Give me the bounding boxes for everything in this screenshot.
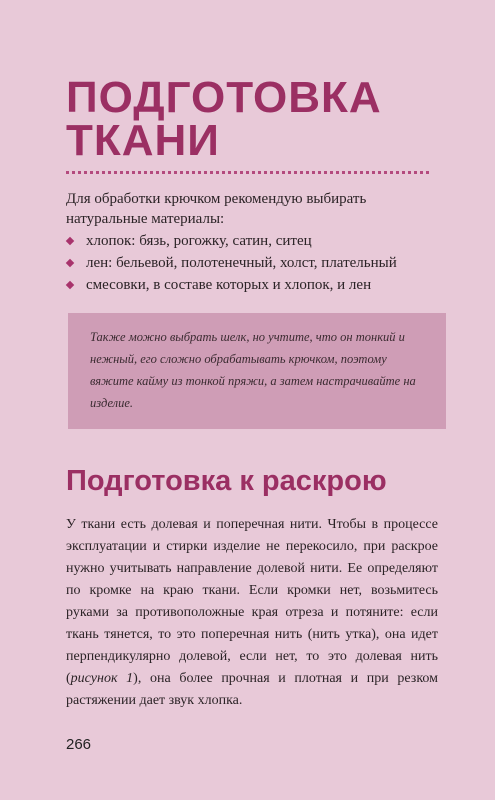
diamond-bullet-icon <box>66 281 74 289</box>
intro-paragraph: Для обработки крючком рекомендую выбирать натуральные материалы: <box>66 191 367 227</box>
section-title: Подготовка к раскрою <box>66 465 387 497</box>
diamond-bullet-icon <box>66 259 74 267</box>
note-text: Также можно выбрать шелк, но учтите, что он тонкий и нежный, его сложно обрабатывать крючком, поэтому вяжите кайму из тонкой пряжи, а затем настрачивайте на изделие. <box>90 330 416 410</box>
body-text-part: У ткани есть долевая и поперечная нити. Чтобы в процессе эксплуатации и стирки изделие не перекосило, при раскрое нужно учитывать направление долевой нити. Ее определяют по кромке на краю ткани. Если кромки нет, возьмитесь руками за противоположные края отреза и потяните: если ткань тянется, то это поперечная нить (нить утка), она идет перпендикулярно долевой, если нет, то это долевая нить ( <box>66 517 438 686</box>
chapter-title: ПОДГОТОВКА ТКАНИ <box>66 73 382 165</box>
list-item <box>66 252 446 274</box>
list-item <box>66 274 446 296</box>
dotted-divider <box>66 171 429 174</box>
note-box <box>68 313 446 429</box>
figure-reference: рисунок 1 <box>70 671 134 686</box>
list-item-text: смесовки, в составе которых и хлопок, и лен <box>86 277 372 293</box>
diamond-bullet-icon <box>66 237 74 245</box>
list-item-text: лен: бельевой, полотенечный, холст, плательный <box>86 255 397 271</box>
list-item-text: хлопок: бязь, рогожку, сатин, ситец <box>86 233 312 249</box>
list-item <box>66 230 446 252</box>
body-text-part: ), она более прочная и плотная и при резком растяжении дает звук хлопка. <box>66 671 438 708</box>
body-paragraph <box>66 514 438 712</box>
material-list <box>66 230 446 296</box>
page-number: 266 <box>66 736 92 753</box>
